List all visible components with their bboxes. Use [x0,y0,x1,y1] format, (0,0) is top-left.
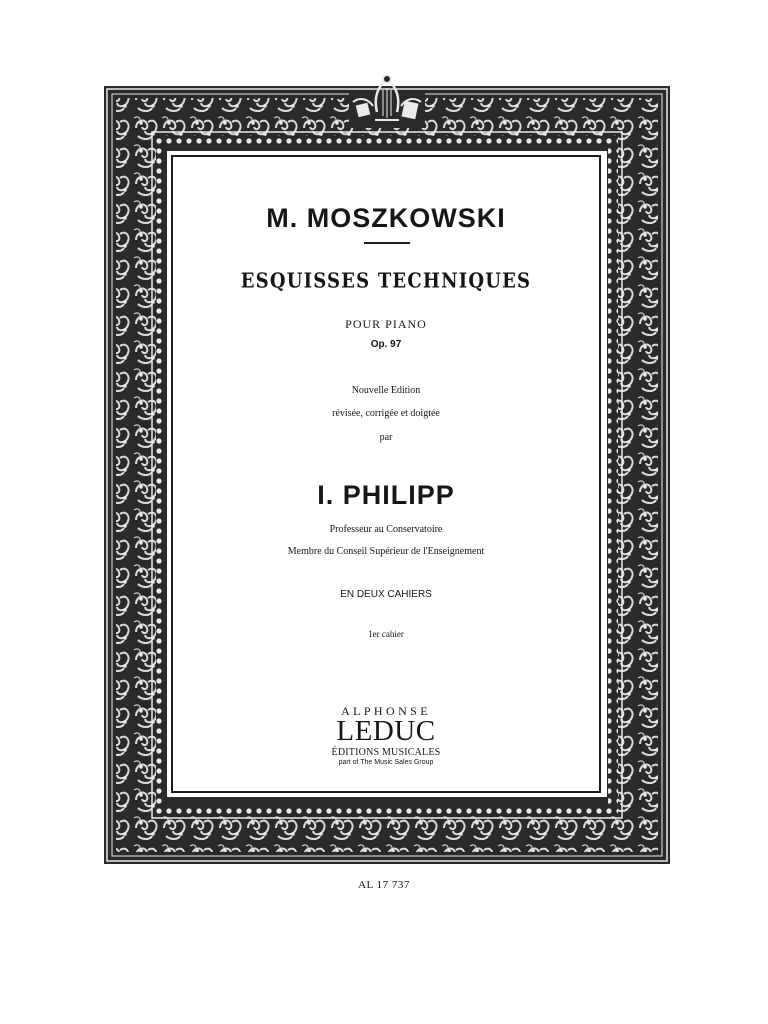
editor-role-1: Professeur au Conservatoire [329,524,443,535]
publisher-subtitle: ÉDITIONS MUSICALES [331,747,441,758]
opus-number: Op. 97 [370,339,402,350]
composer-name: M. MOSZKOWSKI [266,203,506,233]
volumes-line: EN DEUX CAHIERS [340,589,432,600]
edition-line: Nouvelle Edition [351,385,421,396]
volume-line: 1er cahier [368,629,404,639]
publisher-name: LEDUC [336,715,436,747]
revision-line: révisée, corrigée et doigtée [332,408,440,419]
catalog-number: AL 17 737 [358,879,410,891]
publisher-group: part of The Music Sales Group [338,759,434,766]
by-line: par [379,432,393,443]
work-title: ESQUISSES TECHNIQUES [240,269,532,294]
editor-name: I. PHILIPP [317,480,455,510]
title-divider [364,242,410,244]
lyre-crest-icon [339,72,435,136]
publisher-first-name: ALPHONSE [341,704,431,718]
cover-panel [171,155,601,793]
editor-role-2: Membre du Conseil Supérieur de l'Enseignement [287,546,485,557]
instrument-line: POUR PIANO [345,317,427,331]
